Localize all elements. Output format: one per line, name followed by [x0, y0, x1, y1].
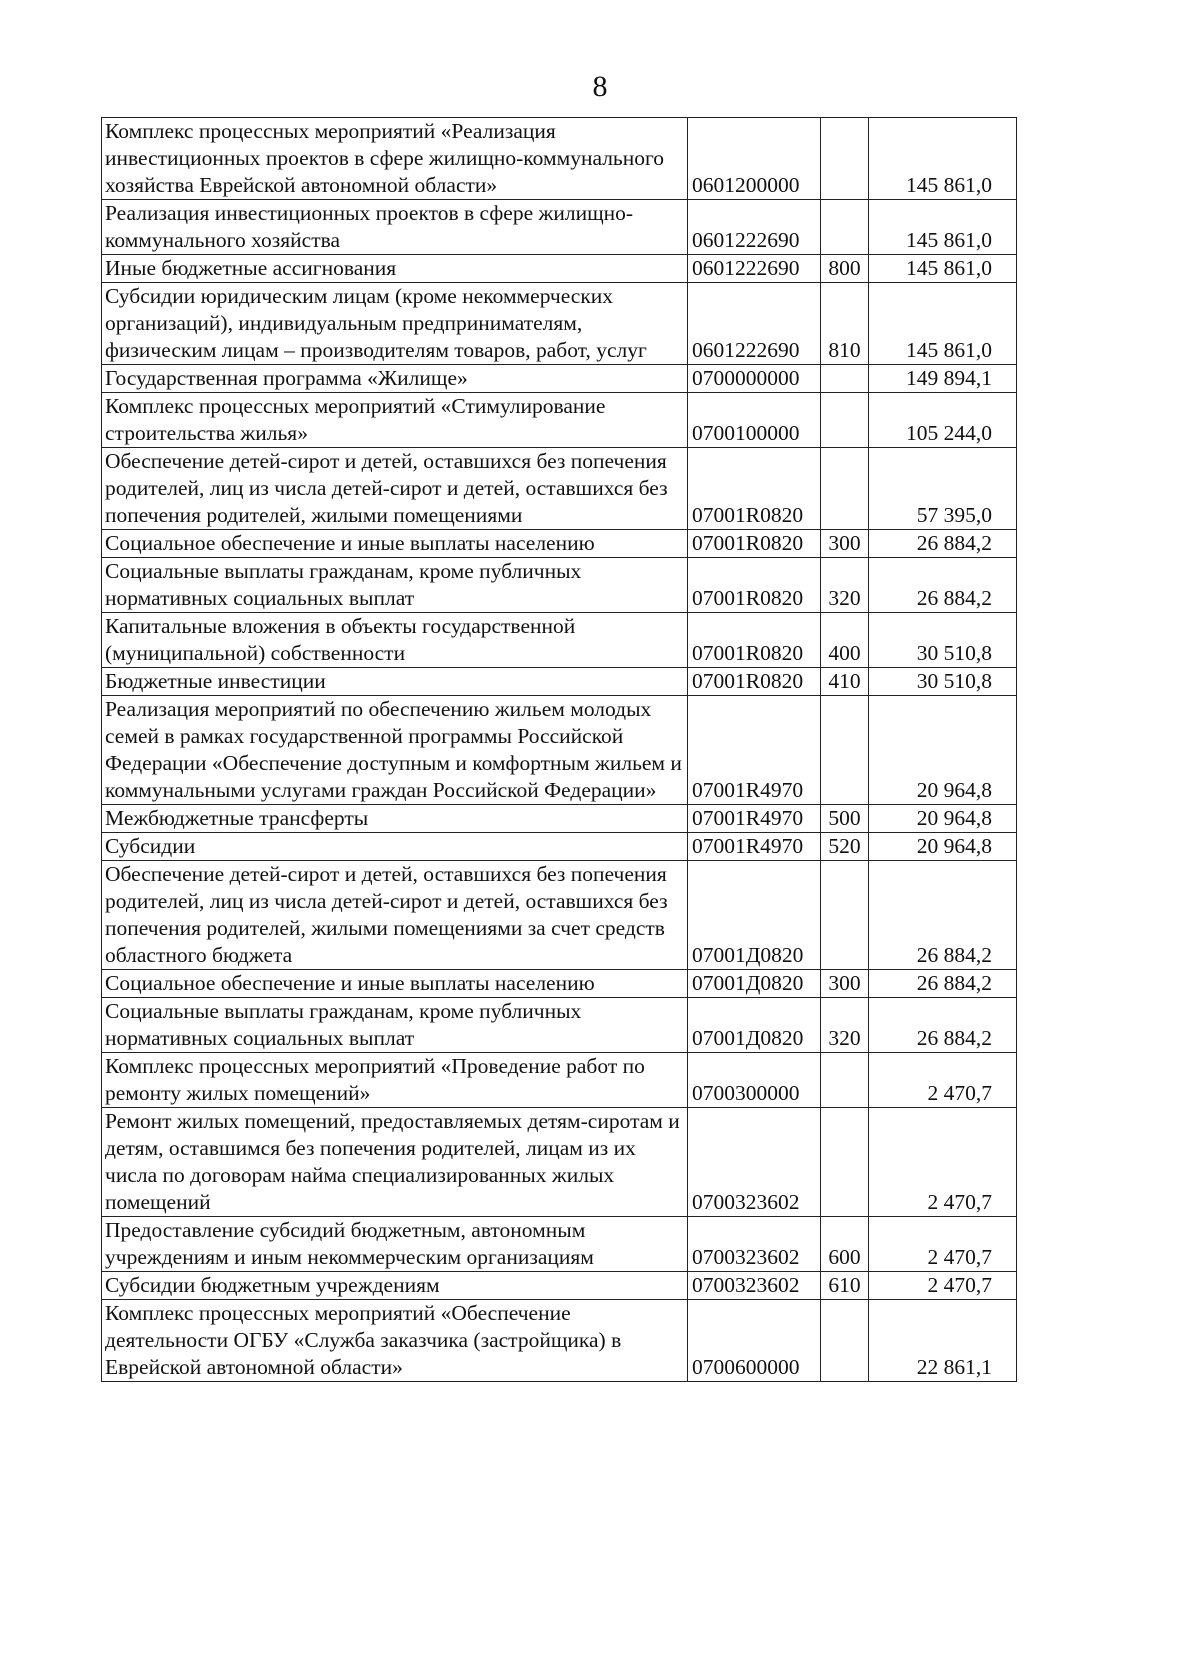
row-sum-cell: 57 395,0: [869, 448, 1017, 530]
row-type-cell: 810: [821, 283, 869, 365]
row-type-cell: 520: [821, 833, 869, 861]
row-sum-cell: 2 470,7: [869, 1053, 1017, 1108]
row-type-cell: [821, 1108, 869, 1217]
table-row: [102, 530, 1017, 558]
row-code-cell: 07001R0820: [688, 558, 821, 613]
table-row: [102, 200, 1017, 255]
row-code-cell: 07001Д0820: [688, 861, 821, 970]
row-name-cell: Комплекс процессных мероприятий «Стимулирование строительства жилья»: [102, 393, 688, 448]
row-type-cell: [821, 393, 869, 448]
table-row: [102, 393, 1017, 448]
row-type-cell: 320: [821, 998, 869, 1053]
row-code-cell: 0601222690: [688, 283, 821, 365]
table-row: [102, 668, 1017, 696]
row-type-cell: [821, 118, 869, 200]
row-name-cell: Социальные выплаты гражданам, кроме публичных нормативных социальных выплат: [102, 998, 688, 1053]
row-name-cell: Комплекс процессных мероприятий «Обеспечение деятельности ОГБУ «Служба заказчика (застройщика) в Еврейской автономной области»: [102, 1300, 688, 1382]
row-name-cell: Реализация инвестиционных проектов в сфере жилищно-коммунального хозяйства: [102, 200, 688, 255]
row-code-cell: 0601222690: [688, 200, 821, 255]
row-sum-cell: 30 510,8: [869, 668, 1017, 696]
row-type-cell: 610: [821, 1272, 869, 1300]
table-row: [102, 998, 1017, 1053]
table-row: [102, 1053, 1017, 1108]
row-sum-cell: 2 470,7: [869, 1272, 1017, 1300]
row-type-cell: 410: [821, 668, 869, 696]
row-sum-cell: 105 244,0: [869, 393, 1017, 448]
table-body: [102, 118, 1017, 1382]
row-type-cell: [821, 448, 869, 530]
row-code-cell: 07001R0820: [688, 613, 821, 668]
row-sum-cell: 30 510,8: [869, 613, 1017, 668]
row-code-cell: 0601222690: [688, 255, 821, 283]
row-name-cell: Субсидии бюджетным учреждениям: [102, 1272, 688, 1300]
row-code-cell: 07001Д0820: [688, 970, 821, 998]
row-sum-cell: 20 964,8: [869, 805, 1017, 833]
row-code-cell: 0601200000: [688, 118, 821, 200]
row-name-cell: Комплекс процессных мероприятий «Реализация инвестиционных проектов в сфере жилищно-коммунального хозяйства Еврейской автономной области»: [102, 118, 688, 200]
budget-table: [101, 117, 1017, 1382]
row-code-cell: 07001R0820: [688, 448, 821, 530]
table-row: [102, 118, 1017, 200]
row-name-cell: Обеспечение детей-сирот и детей, оставшихся без попечения родителей, лиц из числа детей-сирот и детей, оставшихся без попечения родителей, жилыми помещениями за счет средств областного бюджета: [102, 861, 688, 970]
row-type-cell: 320: [821, 558, 869, 613]
table-row: [102, 255, 1017, 283]
row-code-cell: 0700300000: [688, 1053, 821, 1108]
table-row: [102, 833, 1017, 861]
row-sum-cell: 145 861,0: [869, 118, 1017, 200]
table-row: [102, 1217, 1017, 1272]
row-type-cell: 400: [821, 613, 869, 668]
row-type-cell: [821, 696, 869, 805]
row-name-cell: Государственная программа «Жилище»: [102, 365, 688, 393]
table-row: [102, 558, 1017, 613]
row-name-cell: Бюджетные инвестиции: [102, 668, 688, 696]
table-row: [102, 365, 1017, 393]
row-name-cell: Иные бюджетные ассигнования: [102, 255, 688, 283]
row-name-cell: Социальные выплаты гражданам, кроме публичных нормативных социальных выплат: [102, 558, 688, 613]
row-type-cell: [821, 200, 869, 255]
row-sum-cell: 2 470,7: [869, 1217, 1017, 1272]
row-code-cell: 07001R0820: [688, 530, 821, 558]
row-type-cell: 800: [821, 255, 869, 283]
row-sum-cell: 26 884,2: [869, 998, 1017, 1053]
table-row: [102, 805, 1017, 833]
row-sum-cell: 26 884,2: [869, 861, 1017, 970]
table-row: [102, 696, 1017, 805]
table-row: [102, 283, 1017, 365]
row-name-cell: Субсидии юридическим лицам (кроме некоммерческих организаций), индивидуальным предпринимателям, физическим лицам – производителям товаров, работ, услуг: [102, 283, 688, 365]
table-row: [102, 1272, 1017, 1300]
row-code-cell: 0700600000: [688, 1300, 821, 1382]
row-code-cell: 07001R4970: [688, 833, 821, 861]
row-sum-cell: 145 861,0: [869, 200, 1017, 255]
row-sum-cell: 2 470,7: [869, 1108, 1017, 1217]
row-code-cell: 07001R4970: [688, 696, 821, 805]
row-code-cell: 0700323602: [688, 1108, 821, 1217]
row-sum-cell: 26 884,2: [869, 530, 1017, 558]
row-type-cell: 300: [821, 530, 869, 558]
row-name-cell: Обеспечение детей-сирот и детей, оставшихся без попечения родителей, лиц из числа детей-сирот и детей, оставшихся без попечения родителей, жилыми помещениями: [102, 448, 688, 530]
row-code-cell: 07001Д0820: [688, 998, 821, 1053]
row-code-cell: 0700323602: [688, 1272, 821, 1300]
row-type-cell: [821, 861, 869, 970]
table-row: [102, 1300, 1017, 1382]
row-name-cell: Капитальные вложения в объекты государственной (муниципальной) собственности: [102, 613, 688, 668]
table-row: [102, 970, 1017, 998]
row-sum-cell: 145 861,0: [869, 283, 1017, 365]
row-type-cell: 300: [821, 970, 869, 998]
row-sum-cell: 22 861,1: [869, 1300, 1017, 1382]
row-code-cell: 0700323602: [688, 1217, 821, 1272]
row-type-cell: [821, 1053, 869, 1108]
row-name-cell: Ремонт жилых помещений, предоставляемых детям-сиротам и детям, оставшимся без попечения родителей, лицам из их числа по договорам найма специализированных жилых помещений: [102, 1108, 688, 1217]
row-sum-cell: 145 861,0: [869, 255, 1017, 283]
row-name-cell: Субсидии: [102, 833, 688, 861]
row-sum-cell: 26 884,2: [869, 970, 1017, 998]
row-name-cell: Межбюджетные трансферты: [102, 805, 688, 833]
table-row: [102, 448, 1017, 530]
row-sum-cell: 20 964,8: [869, 833, 1017, 861]
row-name-cell: Социальное обеспечение и иные выплаты населению: [102, 530, 688, 558]
row-code-cell: 0700000000: [688, 365, 821, 393]
row-type-cell: [821, 365, 869, 393]
page-number: 8: [592, 70, 608, 103]
row-name-cell: Комплекс процессных мероприятий «Проведение работ по ремонту жилых помещений»: [102, 1053, 688, 1108]
row-code-cell: 0700100000: [688, 393, 821, 448]
row-type-cell: 600: [821, 1217, 869, 1272]
row-sum-cell: 26 884,2: [869, 558, 1017, 613]
row-name-cell: Предоставление субсидий бюджетным, автономным учреждениям и иным некоммерческим организациям: [102, 1217, 688, 1272]
row-name-cell: Реализация мероприятий по обеспечению жильем молодых семей в рамках государственной программы Российской Федерации «Обеспечение доступным и комфортным жильем и коммунальными услугами граждан Российской Федерации»: [102, 696, 688, 805]
row-code-cell: 07001R4970: [688, 805, 821, 833]
table-row: [102, 861, 1017, 970]
row-sum-cell: 149 894,1: [869, 365, 1017, 393]
row-type-cell: 500: [821, 805, 869, 833]
table-row: [102, 1108, 1017, 1217]
row-sum-cell: 20 964,8: [869, 696, 1017, 805]
row-code-cell: 07001R0820: [688, 668, 821, 696]
row-type-cell: [821, 1300, 869, 1382]
table-row: [102, 613, 1017, 668]
row-name-cell: Социальное обеспечение и иные выплаты населению: [102, 970, 688, 998]
